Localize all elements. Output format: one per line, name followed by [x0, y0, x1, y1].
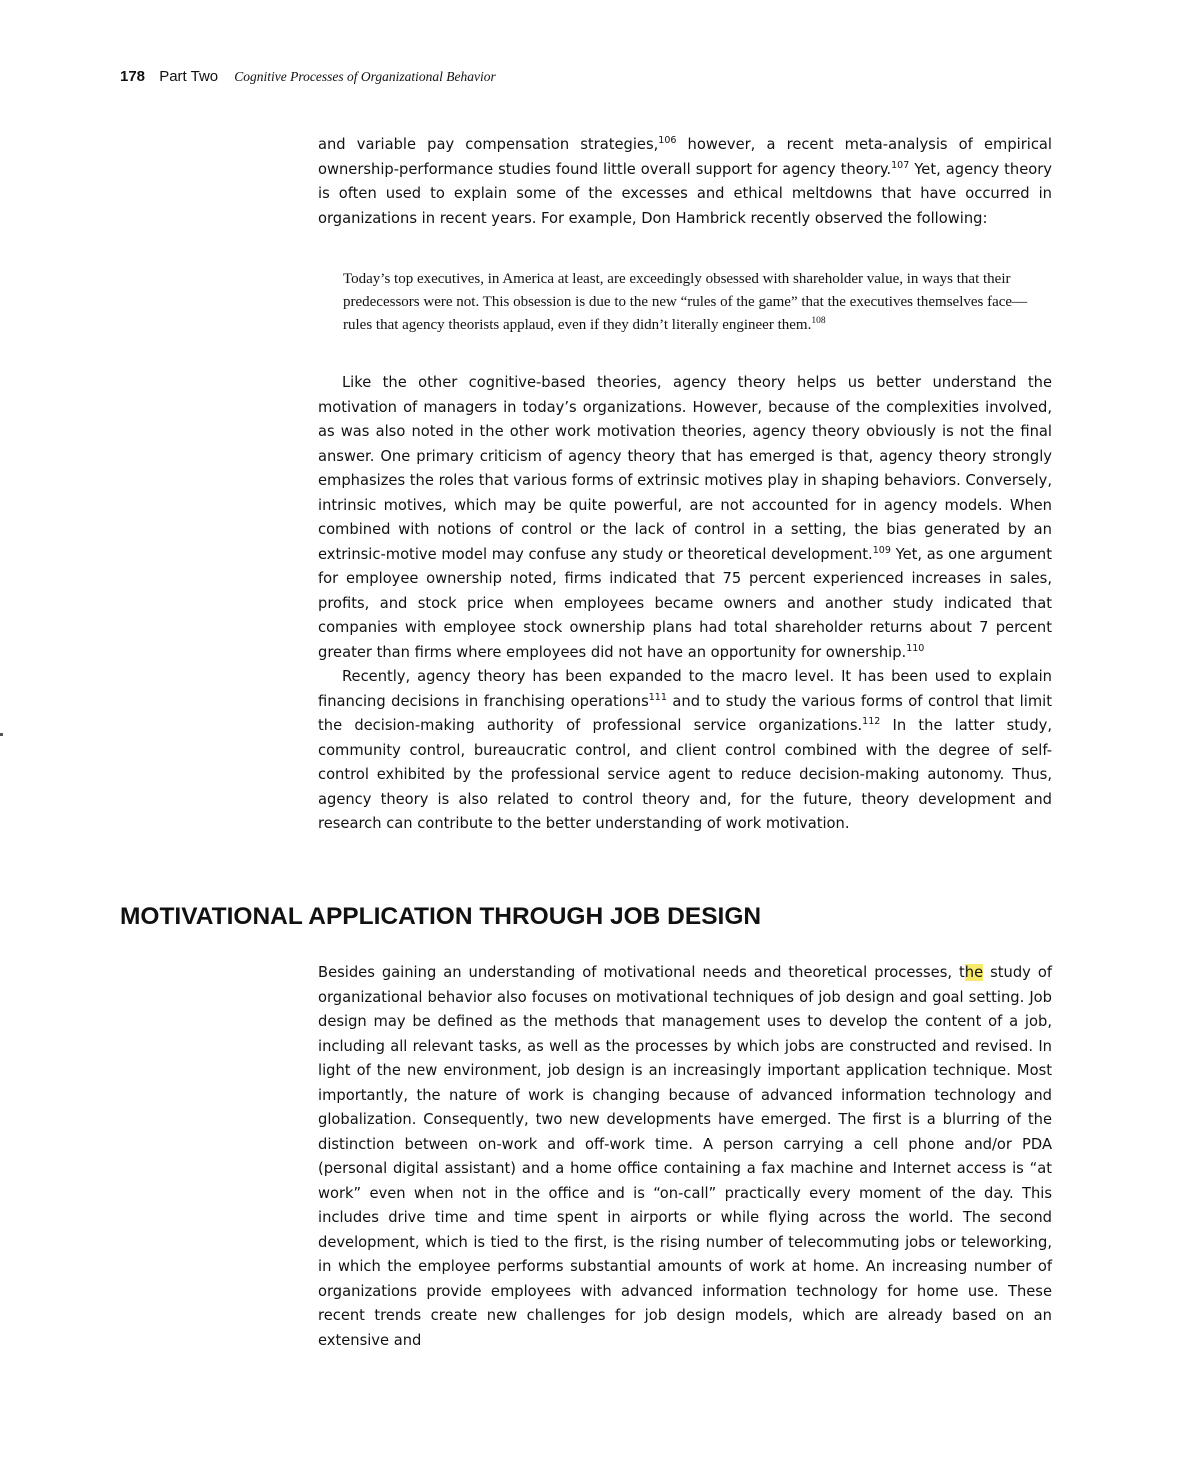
paragraph-text: study of organizational behavior also focuses on motivational techniques of job design and goal setting. Job design may be defined as the methods that management uses to develop the content of a job, including all relevant tasks, as well as the processes by which jobs are constructed and revised. In light of the new environment, job design is an increasingly important application technique. Most importantly, the nature of work is changing because of advanced information technology and globalization. Consequently, two new developments have emerged. The first is a blurring of the distinction between on-work and off-work time. A person carrying a cell phone and/or PDA (personal digital assistant) and a home office containing a fax machine and Internet access is “at work” even when not in the office and is “on-call” practically every moment of the day. This includes drive time and time spent in airports or while flying across the world. The second development, which is tied to the first, is the rising number of telecommuting jobs or teleworking, in which the employee performs substantial amounts of work at home. An increasing number of organizations provide employees with advanced information technology for home use. These recent trends create new challenges for job design models, which are already based on an extensive and: [318, 964, 1052, 1349]
paragraph-text: In the latter study, community control, bureaucratic control, and client control combined with the degree of self-control exhibited by the professional service agent to reduce decision-making autonomy. Thus, agency theory is also related to control theory and, for the future, theory development and research can contribute to the better understanding of work motivation.: [318, 717, 1053, 832]
paragraph-1: [318, 133, 1052, 231]
block-quote: [343, 268, 1033, 337]
paragraph-text: Recently, agency theory has been expanded to the macro level. It has been used to explain financing decisions in franchising operations: [318, 668, 1052, 710]
footnote-ref: 106: [658, 135, 677, 146]
paragraph-text: however, a recent meta-analysis of empirical ownership-performance studies found little overall support for agency theory.: [318, 136, 1052, 178]
footnote-ref: 111: [648, 691, 667, 703]
paragraph-text: Yet, as one argument for employee ownership noted, firms indicated that 75 percent experienced increases in sales, profits, and stock price when employees became owners and another study indicated that companies with employee stock ownership plans had total shareholder returns about 7 percent greater than firms where employees did not have an opportunity for ownership.: [318, 545, 1053, 661]
paragraph-3: [318, 665, 1052, 837]
margin-mark: [0, 733, 3, 736]
paragraph-2-3: [318, 371, 1052, 837]
paragraph-text: and to study the various forms of control that limit the decision-making authority of professional service organizations.: [318, 692, 1052, 734]
running-header: [120, 68, 496, 85]
footnote-ref: 108: [811, 316, 826, 326]
paragraph-text: Besides gaining an understanding of motivational needs and theoretical processes, t: [318, 964, 965, 981]
paragraph-2: [318, 371, 1052, 665]
highlighted-text[interactable]: he: [964, 964, 984, 981]
paragraph-text: Like the other cognitive-based theories, agency theory helps us better understand the motivation of managers in today’s organizations. However, because of the complexities involved, as was also noted in the other work motivation theories, agency theory obviously is not the final answer. One primary criticism of agency theory that has emerged is that, agency theory strongly emphasizes the roles that various forms of extrinsic motives play in shaping behaviors. Conversely, intrinsic motives, which may be quite powerful, are not accounted for in agency models. When combined with notions of control or the lack of control in a setting, the bias generated by an extrinsic-motive model may confuse any study or theoretical development.: [318, 374, 1052, 563]
part-label: Part Two: [159, 68, 219, 85]
section-heading: MOTIVATIONAL APPLICATION THROUGH JOB DESIGN: [120, 903, 762, 930]
chapter-title: Cognitive Processes of Organizational Behavior: [234, 69, 496, 84]
page-number: 178: [120, 68, 146, 85]
footnote-ref: 107: [891, 159, 910, 171]
paragraph-text: Yet, agency theory is often used to explain some of the excesses and ethical meltdowns that have occurred in organizations in recent years. For example, Don Hambrick recently observed the following:: [318, 160, 1052, 227]
footnote-ref: 110: [906, 642, 925, 654]
quote-text: Today’s top executives, in America at least, are exceedingly obsessed with shareholder value, in ways that their predecessors were not. This obsession is due to the new “rules of the game” that the executives themselves face—rules that agency theorists applaud, even if they didn’t literally engineer them.: [343, 271, 1028, 333]
paragraph-4: [318, 961, 1052, 1353]
paragraph-text: and variable pay compensation strategies,: [318, 136, 659, 153]
footnote-ref: 112: [862, 716, 881, 727]
footnote-ref: 109: [872, 544, 891, 556]
